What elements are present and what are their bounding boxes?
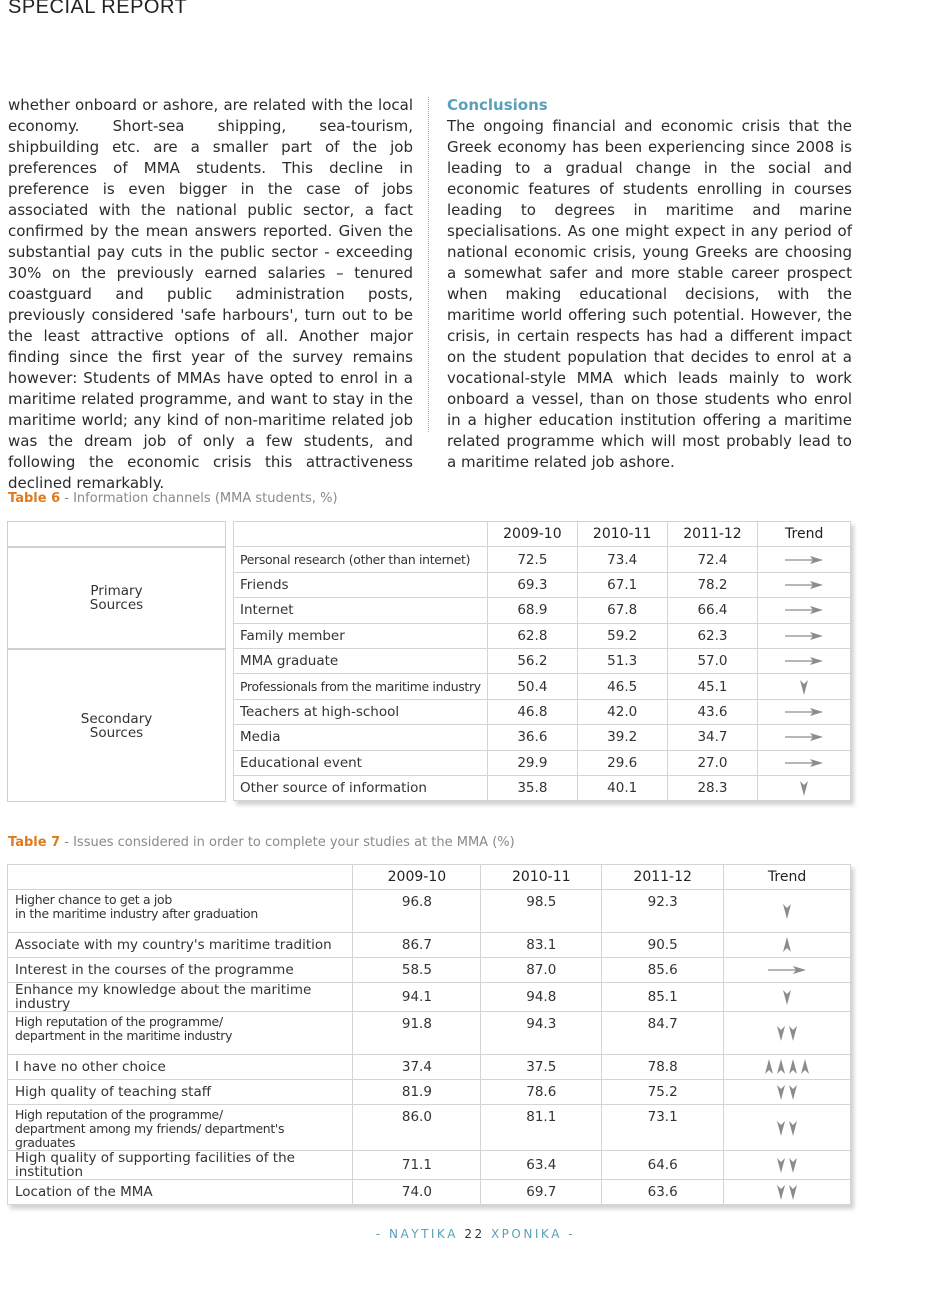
table6-value-2010-11: 39.2 (577, 725, 667, 750)
conclusions-text: The ongoing financial and economic crisis that the Greek economy has been experiencing since 2008 is leading to a gradual change in the social and economic features of students enrolling in courses leading to degrees in maritime and marine specialisations. As one might expect in any period of national economic crisis, young Greeks are choosing a somewhat safer and more stable career prospect when making educational decisions, with the maritime world offering such potential. However, the crisis, in certain respects has had a different impact on the student population that decides to enrol at a vocational-style MMA which leads mainly to work onboard a vessel, than on those students who enrol in a higher education institution offering a maritime related programme which will most probably lead to a maritime related job ashore. (447, 117, 852, 471)
table7-header-row (8, 865, 851, 890)
table7-row-label: I have no other choice (8, 1055, 353, 1080)
table7-row (8, 1055, 851, 1080)
table7-value-2011-12: 78.8 (602, 1055, 724, 1080)
table6-value-2009-10: 62.8 (487, 623, 577, 648)
table6-value-2009-10: 68.9 (487, 598, 577, 623)
table7-value-2009-10: 86.0 (353, 1105, 481, 1151)
table7-value-2010-11: 83.1 (481, 933, 602, 958)
table6-value-2011-12: 57.0 (667, 648, 758, 673)
table6-row (234, 572, 851, 597)
table6-trend (758, 674, 851, 699)
table7-value-2009-10: 37.4 (353, 1055, 481, 1080)
table6-row (234, 648, 851, 673)
table7-trend (724, 1080, 851, 1105)
table6-row (234, 699, 851, 724)
table6-row-label: Family member (234, 623, 488, 648)
table7-value-2010-11: 78.6 (481, 1080, 602, 1105)
table6-value-2009-10: 69.3 (487, 572, 577, 597)
table6-caption-text: Information channels (MMA students, %) (73, 491, 338, 506)
table7-row-label: Higher chance to get a job in the maritime industry after graduation (8, 890, 353, 933)
table6-row (234, 750, 851, 775)
table7-row (8, 1012, 851, 1055)
table6-header-row (234, 522, 851, 547)
table6-value-2010-11: 51.3 (577, 648, 667, 673)
table6-value-2011-12: 34.7 (667, 725, 758, 750)
table6-header-col: 2010-11 (577, 522, 667, 547)
table6-group-primary (7, 547, 226, 649)
table6-value-2010-11: 29.6 (577, 750, 667, 775)
footer-right: ΧΡΟΝΙΚΑ - (490, 1227, 576, 1241)
column-divider (428, 97, 429, 432)
table7-value-2010-11: 81.1 (481, 1105, 602, 1151)
table7-row (8, 1151, 851, 1180)
table7-row (8, 1105, 851, 1151)
table6-value-2010-11: 40.1 (577, 775, 667, 800)
table6-value-2010-11: 67.1 (577, 572, 667, 597)
table7-trend (724, 1105, 851, 1151)
table7-trend (724, 1151, 851, 1180)
table7-row-label: Location of the MMA (8, 1180, 353, 1205)
table7-value-2011-12: 84.7 (602, 1012, 724, 1055)
table6-row (234, 674, 851, 699)
table7-caption (8, 835, 515, 850)
left-column-text: whether onboard or ashore, are related with the local economy. Short-sea shipping, sea-tourism, shipbuilding etc. are a smaller part of the job preferences of MMA students. This decline in preference is even bigger in the case of jobs associated with the national public sector, a fact confirmed by the mean answers reported. Given the substantial pay cuts in the public sector - exceeding 30% on the previously earned salaries – tenured coastguard and public administration posts, previously considered 'safe harbours', turn out to be the least attractive options of all. Another major finding since the first year of the survey remains however: Students of MMAs have opted to enrol in a maritime related programme, and want to stay in the maritime world; any kind of non-maritime related job was the dream job of only a few students, and following the economic crisis this attractiveness declined remarkably. (8, 96, 413, 492)
table7-value-2011-12: 63.6 (602, 1180, 724, 1205)
table7-value-2011-12: 64.6 (602, 1151, 724, 1180)
trend-down-arrow-icon (775, 1024, 799, 1042)
table6-header-col: 2011-12 (667, 522, 758, 547)
table6-value-2011-12: 78.2 (667, 572, 758, 597)
table7-trend (724, 958, 851, 983)
table7-value-2011-12: 90.5 (602, 933, 724, 958)
trend-flat-arrow-icon (784, 554, 824, 566)
table7-header-blank (8, 865, 353, 890)
secondary-sources-label: Secondary Sources (80, 710, 153, 741)
trend-flat-arrow-icon (784, 655, 824, 667)
table7-value-2010-11: 94.8 (481, 983, 602, 1012)
table6-row-label: Personal research (other than internet) (234, 547, 488, 572)
table7-row (8, 1080, 851, 1105)
table7-row-label: High quality of teaching staff (8, 1080, 353, 1105)
table7 (7, 864, 851, 1205)
table6-trend (758, 623, 851, 648)
trend-flat-arrow-icon (784, 604, 824, 616)
table6-value-2011-12: 45.1 (667, 674, 758, 699)
table6-value-2010-11: 59.2 (577, 623, 667, 648)
table7-row (8, 983, 851, 1012)
right-column (447, 95, 852, 473)
trend-down-arrow-icon (798, 779, 810, 797)
table7-row-label: Enhance my knowledge about the maritime industry (8, 983, 353, 1012)
table6-value-2010-11: 67.8 (577, 598, 667, 623)
table6-value-2011-12: 66.4 (667, 598, 758, 623)
table7-value-2009-10: 86.7 (353, 933, 481, 958)
trend-flat-arrow-icon (784, 757, 824, 769)
table7-value-2010-11: 94.3 (481, 1012, 602, 1055)
table6-row (234, 775, 851, 800)
table6-row-label: Other source of information (234, 775, 488, 800)
table7-value-2009-10: 58.5 (353, 958, 481, 983)
table7-trend (724, 890, 851, 933)
table7-trend (724, 933, 851, 958)
table7-caption-sep: - (60, 835, 74, 850)
trend-up-arrow-icon (763, 1058, 811, 1076)
table6-value-2011-12: 28.3 (667, 775, 758, 800)
section-header: SPECIAL REPORT (8, 0, 188, 18)
table6-value-2011-12: 72.4 (667, 547, 758, 572)
table6-group-secondary (7, 649, 226, 802)
table6-trend (758, 547, 851, 572)
table6-value-2009-10: 35.8 (487, 775, 577, 800)
table7-header-col: 2011-12 (602, 865, 724, 890)
table7-value-2009-10: 71.1 (353, 1151, 481, 1180)
table7-row-label: High reputation of the programme/ department among my friends/ department's graduates (8, 1105, 353, 1151)
table6-group-column (7, 521, 226, 802)
table6-value-2009-10: 46.8 (487, 699, 577, 724)
table7-row (8, 1180, 851, 1205)
table6-row-label: Educational event (234, 750, 488, 775)
table6-value-2010-11: 73.4 (577, 547, 667, 572)
table7-row (8, 933, 851, 958)
table7-value-2010-11: 87.0 (481, 958, 602, 983)
table7-value-2009-10: 96.8 (353, 890, 481, 933)
table7-number: Table 7 (8, 835, 61, 850)
table7-value-2010-11: 63.4 (481, 1151, 602, 1180)
table6-value-2010-11: 42.0 (577, 699, 667, 724)
table6-row (234, 598, 851, 623)
table6-value-2009-10: 36.6 (487, 725, 577, 750)
trend-down-arrow-icon (781, 988, 793, 1006)
table6-value-2009-10: 29.9 (487, 750, 577, 775)
table6-trend (758, 699, 851, 724)
trend-down-arrow-icon (781, 902, 793, 920)
footer-left: - ΝΑΥΤΙΚΑ (375, 1227, 459, 1241)
table6-value-2009-10: 56.2 (487, 648, 577, 673)
table7-row-label: High quality of supporting facilities of the institution (8, 1151, 353, 1180)
table6-value-2009-10: 50.4 (487, 674, 577, 699)
table6-row (234, 623, 851, 648)
table7-trend (724, 983, 851, 1012)
table7-value-2011-12: 85.1 (602, 983, 724, 1012)
table6-number: Table 6 (8, 491, 61, 506)
table6-row-label: MMA graduate (234, 648, 488, 673)
table7-value-2010-11: 37.5 (481, 1055, 602, 1080)
table7-caption-text: Issues considered in order to complete your studies at the MMA (%) (73, 835, 515, 850)
table6-row (234, 725, 851, 750)
table7-value-2011-12: 85.6 (602, 958, 724, 983)
table7-row-label: Associate with my country's maritime tradition (8, 933, 353, 958)
trend-flat-arrow-icon (767, 964, 807, 976)
page-footer (0, 1227, 951, 1241)
table6 (233, 521, 851, 801)
table7-trend (724, 1180, 851, 1205)
table6-value-2011-12: 43.6 (667, 699, 758, 724)
page-number: 22 (464, 1227, 485, 1241)
table7-header-col: 2010-11 (481, 865, 602, 890)
table7-value-2009-10: 94.1 (353, 983, 481, 1012)
table6-value-2011-12: 27.0 (667, 750, 758, 775)
table6-trend (758, 725, 851, 750)
table7-row (8, 958, 851, 983)
table6-trend (758, 775, 851, 800)
primary-sources-label: Primary Sources (89, 583, 144, 613)
table7-value-2009-10: 91.8 (353, 1012, 481, 1055)
trend-flat-arrow-icon (784, 630, 824, 642)
table6-row-label: Media (234, 725, 488, 750)
table6-caption (8, 491, 338, 506)
trend-flat-arrow-icon (784, 706, 824, 718)
trend-down-arrow-icon (798, 678, 810, 696)
table6-caption-sep: - (60, 491, 74, 506)
table7-value-2010-11: 69.7 (481, 1180, 602, 1205)
table6-value-2009-10: 72.5 (487, 547, 577, 572)
table6-value-2010-11: 46.5 (577, 674, 667, 699)
table6-header-col: 2009-10 (487, 522, 577, 547)
table6-trend (758, 750, 851, 775)
table7-row-label: High reputation of the programme/ department in the maritime industry (8, 1012, 353, 1055)
table6-group-header-blank (7, 521, 226, 547)
table6-trend (758, 572, 851, 597)
table7-trend (724, 1012, 851, 1055)
table6-value-2011-12: 62.3 (667, 623, 758, 648)
trend-down-arrow-icon (775, 1183, 799, 1201)
table7-value-2010-11: 98.5 (481, 890, 602, 933)
table6-row-label: Friends (234, 572, 488, 597)
table6-trend (758, 648, 851, 673)
table7-value-2011-12: 92.3 (602, 890, 724, 933)
conclusions-heading: Conclusions (447, 96, 548, 114)
trend-down-arrow-icon (775, 1156, 799, 1174)
table6-row-label: Professionals from the maritime industry (234, 674, 488, 699)
trend-flat-arrow-icon (784, 731, 824, 743)
table7-value-2009-10: 74.0 (353, 1180, 481, 1205)
table7-row-label: Interest in the courses of the programme (8, 958, 353, 983)
trend-flat-arrow-icon (784, 579, 824, 591)
table7-row (8, 890, 851, 933)
table7-value-2011-12: 73.1 (602, 1105, 724, 1151)
trend-up-arrow-icon (781, 936, 793, 954)
table6-row-label: Internet (234, 598, 488, 623)
table7-value-2011-12: 75.2 (602, 1080, 724, 1105)
table7-header-col: Trend (724, 865, 851, 890)
table7-value-2009-10: 81.9 (353, 1080, 481, 1105)
trend-down-arrow-icon (775, 1083, 799, 1101)
trend-down-arrow-icon (775, 1119, 799, 1137)
table6-header-blank (234, 522, 488, 547)
table7-header-col: 2009-10 (353, 865, 481, 890)
table6-header-col: Trend (758, 522, 851, 547)
table6-row-label: Teachers at high-school (234, 699, 488, 724)
table7-trend (724, 1055, 851, 1080)
table6-row (234, 547, 851, 572)
table6-trend (758, 598, 851, 623)
